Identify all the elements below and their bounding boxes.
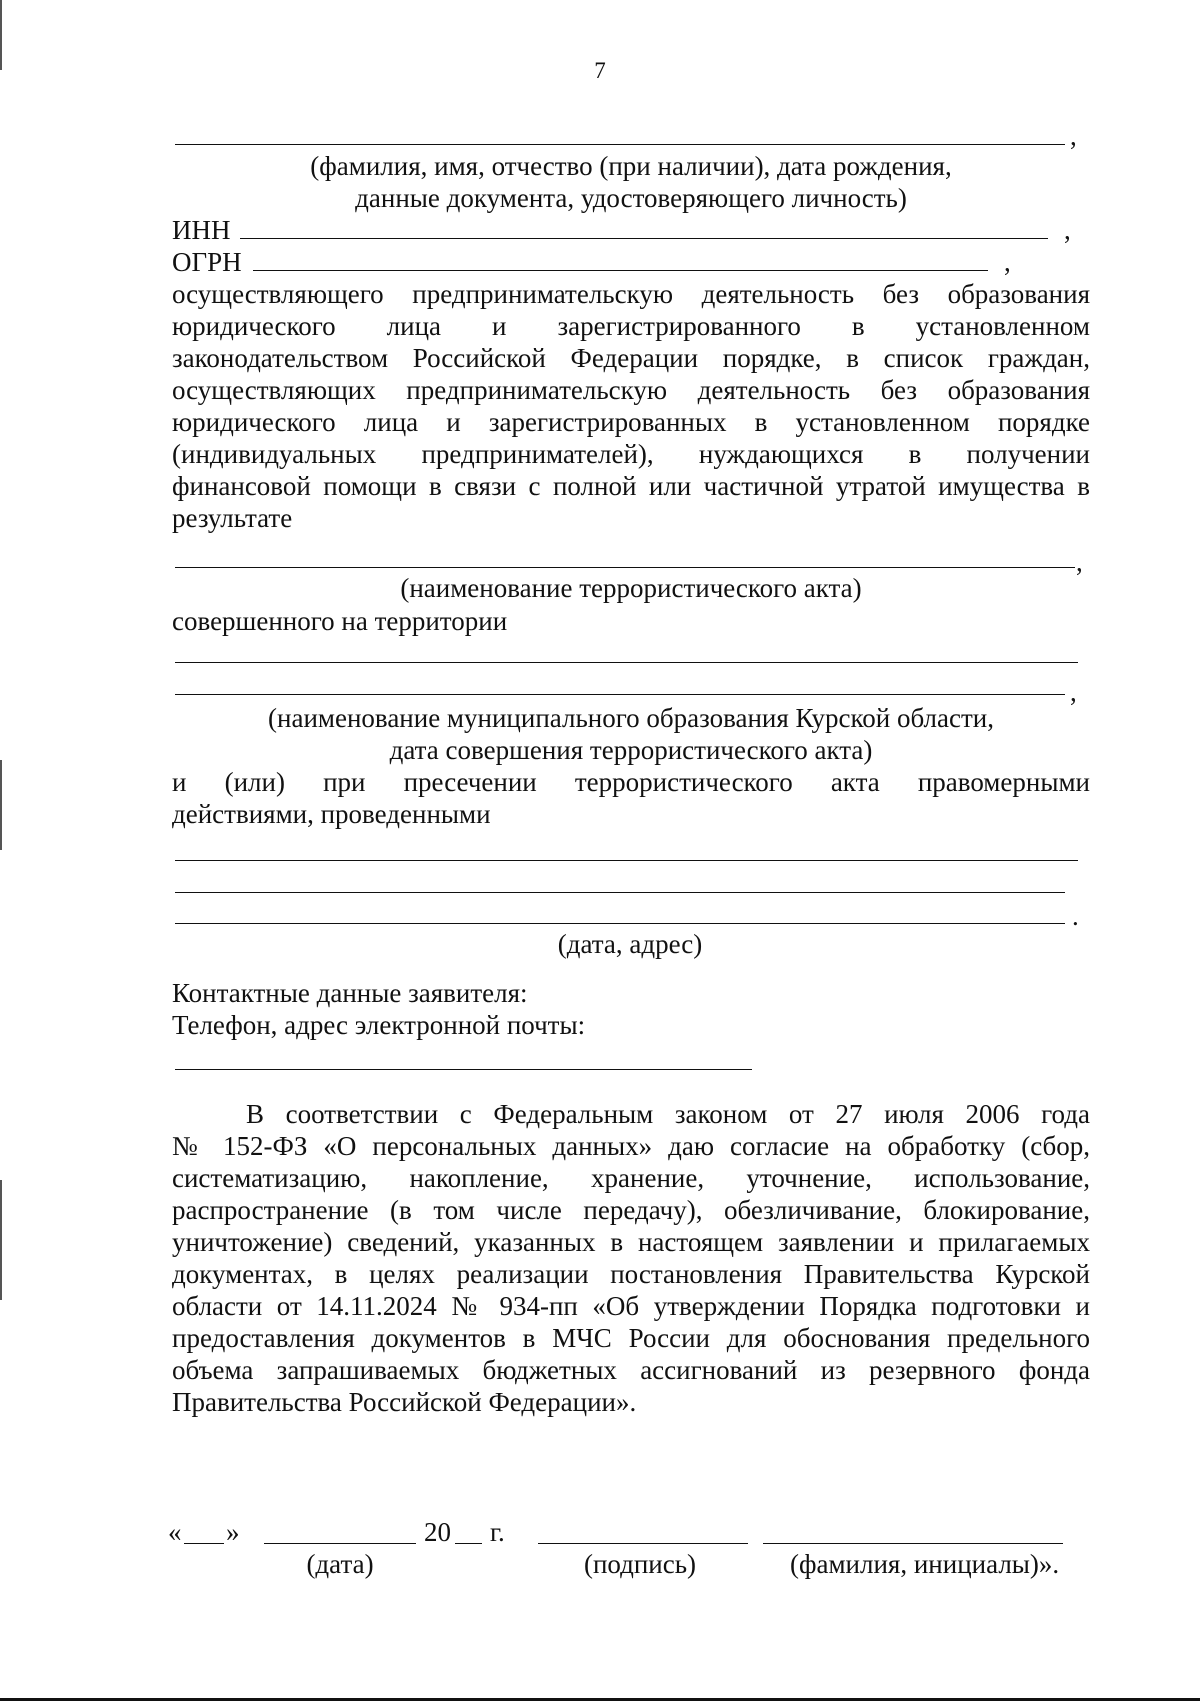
main-paragraph-line: (индивидуальных предпринимателей), нуждающихся в получении bbox=[172, 439, 1090, 469]
period: . bbox=[1072, 901, 1079, 931]
actions-field[interactable] bbox=[175, 892, 1065, 893]
comma: , bbox=[1070, 121, 1077, 151]
consent-paragraph-line: предоставления документов в МЧС России для обоснования предельного bbox=[172, 1323, 1090, 1353]
main-paragraph-line: юридического лица и зарегистрированных в установленном порядке bbox=[172, 407, 1090, 437]
municipality-caption-line2: дата совершения террористического акта) bbox=[389, 735, 873, 765]
consent-paragraph-line: уничтожение) сведений, указанных в настоящем заявлении и прилагаемых bbox=[172, 1227, 1090, 1257]
territory-field[interactable] bbox=[175, 662, 1078, 663]
fio-caption-line2: данные документа, удостоверяющего личность) bbox=[355, 183, 907, 213]
ogrn-field[interactable] bbox=[253, 270, 988, 271]
day-field[interactable] bbox=[184, 1543, 224, 1544]
date-address-caption: (дата, адрес) bbox=[557, 929, 703, 959]
scan-edge-mark bbox=[0, 760, 2, 850]
consent-paragraph-line: В соответствии с Федеральным законом от 27 июля 2006 года bbox=[246, 1099, 1090, 1129]
close-quote: » bbox=[226, 1517, 240, 1547]
date-caption: (дата) bbox=[306, 1549, 374, 1579]
comma: , bbox=[1076, 547, 1083, 577]
suppression-text-line: действиями, проведенными bbox=[172, 799, 491, 829]
municipality-caption-line1: (наименование муниципального образования Курской области, bbox=[268, 703, 994, 733]
actions-field[interactable] bbox=[175, 923, 1065, 924]
contacts-field[interactable] bbox=[175, 1069, 752, 1070]
consent-paragraph-line: документах, в целях реализации постановления Правительства Курской bbox=[172, 1259, 1090, 1289]
open-quote: « bbox=[168, 1517, 182, 1547]
main-paragraph-line: результате bbox=[172, 503, 293, 533]
consent-paragraph-line: области от 14.11.2024 № 934-пп «Об утверждении Порядка подготовки и bbox=[172, 1291, 1090, 1321]
consent-paragraph-line: систематизацию, накопление, хранение, уточнение, использование, bbox=[172, 1163, 1090, 1193]
territory-field[interactable] bbox=[175, 694, 1065, 695]
main-paragraph-line: осуществляющих предпринимательскую деятельность без образования bbox=[172, 375, 1090, 405]
inn-field[interactable] bbox=[240, 238, 1048, 239]
actions-field[interactable] bbox=[175, 860, 1078, 861]
year-prefix: 20 bbox=[424, 1517, 451, 1547]
inn-label: ИНН bbox=[172, 215, 231, 245]
contacts-label: Контактные данные заявителя: bbox=[172, 978, 528, 1008]
fio-blank-line bbox=[175, 144, 1065, 145]
suppression-text-line: и (или) при пресечении террористического акта правомерными bbox=[172, 767, 1090, 797]
phone-email-label: Телефон, адрес электронной почты: bbox=[172, 1010, 586, 1040]
consent-paragraph-line: распространение (в том числе передачу), обезличивание, блокирование, bbox=[172, 1195, 1090, 1225]
consent-paragraph-line: Правительства Российской Федерации». bbox=[172, 1387, 637, 1417]
comma: , bbox=[1004, 247, 1011, 277]
fio-caption-line1: (фамилия, имя, отчество (при наличии), дата рождения, bbox=[310, 151, 952, 181]
signature-caption: (подпись) bbox=[583, 1549, 697, 1579]
main-paragraph-line: осуществляющего предпринимательскую деятельность без образования bbox=[172, 279, 1090, 309]
name-field[interactable] bbox=[763, 1543, 1063, 1544]
main-paragraph-line: законодательством Российской Федерации порядке, в список граждан, bbox=[172, 343, 1090, 373]
year-field[interactable] bbox=[455, 1543, 482, 1544]
consent-paragraph-line: № 152-ФЗ «О персональных данных» даю согласие на обработку (сбор, bbox=[172, 1131, 1090, 1161]
scan-edge-mark bbox=[0, 0, 2, 70]
territory-label: совершенного на территории bbox=[172, 606, 508, 636]
name-caption: (фамилия, инициалы)». bbox=[790, 1549, 1060, 1579]
main-paragraph-line: финансовой помощи в связи с полной или частичной утратой имущества в bbox=[172, 471, 1090, 501]
signature-field[interactable] bbox=[538, 1543, 748, 1544]
scan-edge-mark bbox=[0, 1180, 2, 1300]
comma: , bbox=[1064, 215, 1071, 245]
consent-paragraph-line: объема запрашиваемых бюджетных ассигнований из резервного фонда bbox=[172, 1355, 1090, 1385]
comma: , bbox=[1070, 677, 1077, 707]
terror-act-field[interactable] bbox=[175, 567, 1075, 568]
ogrn-label: ОГРН bbox=[172, 247, 242, 277]
terror-act-caption: (наименование террористического акта) bbox=[400, 573, 862, 603]
main-paragraph-line: юридического лица и зарегистрированного в установленном bbox=[172, 311, 1090, 341]
year-suffix: г. bbox=[490, 1517, 505, 1547]
month-field[interactable] bbox=[264, 1543, 416, 1544]
page-number: 7 bbox=[594, 58, 606, 83]
scan-bottom-edge bbox=[0, 1698, 1200, 1701]
